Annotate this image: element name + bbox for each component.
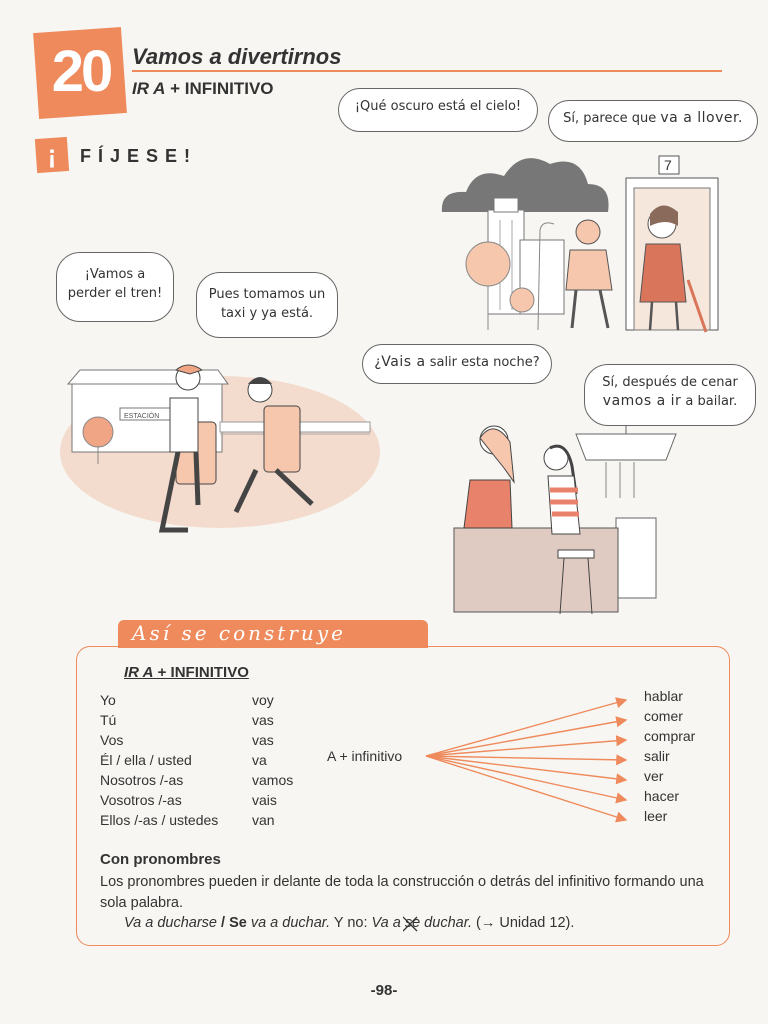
rain-scene-illustration <box>430 140 730 340</box>
travelers-scene-illustration <box>50 340 380 550</box>
unit-number: 20 <box>51 39 111 104</box>
speech-bubble-train: ¡Vamos a perder el tren! <box>56 252 174 322</box>
exclamation-icon: ¡ <box>47 139 57 169</box>
speech-bubble-sky: ¡Qué oscuro está el cielo! <box>338 88 538 132</box>
man-figure <box>576 220 600 244</box>
verb-form-column <box>252 690 293 830</box>
verb-form-item: van <box>252 812 275 828</box>
speech-bubble-answer: Sí, después de cenar vamos a ir a bailar. <box>584 364 756 426</box>
infinitive-item: leer <box>644 808 668 824</box>
verb-form-item: vas <box>252 712 274 728</box>
infinitive-item: comer <box>644 708 683 724</box>
verb-form-item: va <box>252 752 267 768</box>
kitchen-scene-illustration <box>440 418 680 618</box>
pronoun-item: Vos <box>100 732 124 748</box>
range-hood-icon <box>576 434 676 460</box>
speech-bubble-question: ¿Vais a salir esta noche? <box>362 344 552 384</box>
verb-form-item: vamos <box>252 772 294 788</box>
pronombres-heading: Con pronombres <box>100 851 221 868</box>
unit-title: Vamos a divertirnos <box>132 44 342 69</box>
stove-icon <box>616 518 656 598</box>
connector-label: A + infinitivo <box>327 748 403 764</box>
speech-bubble-taxi: Pues tomamos un taxi y ya está. <box>196 272 338 338</box>
page-number: -98- <box>370 982 398 999</box>
pronoun-item: Nosotros /-as <box>100 772 184 788</box>
door-number: 7 <box>664 157 672 173</box>
verb-form-item: voy <box>252 692 274 708</box>
tree-icon <box>466 242 510 286</box>
pronoun-item: Él / ella / usted <box>100 752 192 768</box>
unit-subtitle: IR A + INFINITIVO <box>132 79 274 98</box>
pronoun-item: Ellos /-as / ustedes <box>100 812 219 828</box>
infinitive-item: ver <box>644 768 664 784</box>
pronoun-item: Vosotros /-as <box>100 792 182 808</box>
pronoun-item: Yo <box>100 692 116 708</box>
verb-form-item: vais <box>252 792 277 808</box>
section-tab-label: Así se construye <box>132 621 346 645</box>
pronoun-item: Tú <box>100 712 117 728</box>
infinitive-item: salir <box>644 748 670 764</box>
infinitive-column <box>644 686 695 826</box>
infinitive-item: comprar <box>644 728 696 744</box>
infinitive-item: hacer <box>644 788 680 804</box>
verb-form-item: vas <box>252 732 274 748</box>
speech-bubble-rain: Sí, parece que va a llover. <box>548 100 758 142</box>
fijese-label: FÍJESE! <box>80 146 198 166</box>
station-sign: ESTACIÓN <box>124 413 160 420</box>
kitchen-counter <box>454 528 618 612</box>
pronoun-column <box>100 690 218 830</box>
arrow-fan-icon <box>420 690 640 830</box>
grammar-heading: IR A + INFINITIVO <box>124 664 249 681</box>
pronombres-paragraph: Los pronombres pueden ir delante de toda la construcción o detrás del infinitivo formando una sola palabra. <box>100 874 704 911</box>
title-rule <box>132 70 722 72</box>
crossed-out-se: se <box>404 915 421 931</box>
infinitive-item: hablar <box>644 688 683 704</box>
storm-cloud-icon <box>442 158 609 212</box>
example-line: Va a ducharse / Se va a duchar. Y no: Va a se duchar. (→ Unidad 12). <box>124 915 575 931</box>
